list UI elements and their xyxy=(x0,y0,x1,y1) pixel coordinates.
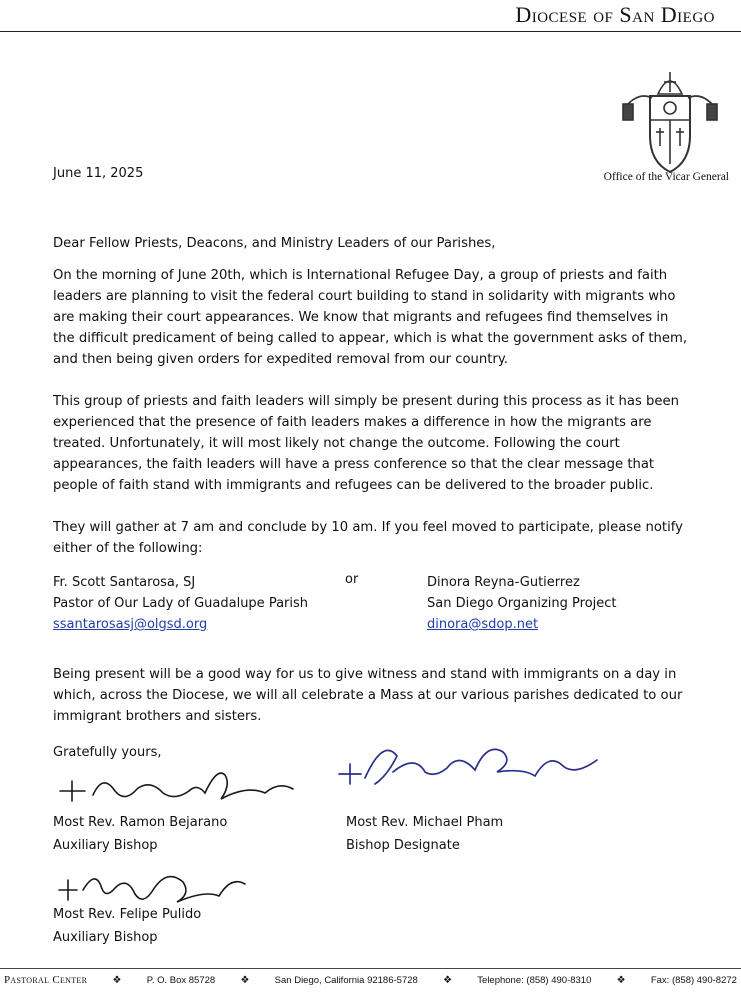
footer-separator: ❖ xyxy=(240,974,250,986)
contact-2-email[interactable]: dinora@sdop.net xyxy=(427,617,539,632)
footer-phone: Telephone: (858) 490-8310 xyxy=(477,974,592,986)
contact-1 xyxy=(53,572,308,635)
signature-bejarano-icon xyxy=(55,755,300,815)
letterhead-rule xyxy=(0,31,741,32)
or-label: or xyxy=(345,572,359,587)
salutation: Dear Fellow Priests, Deacons, and Ministry Leaders of our Parishes, xyxy=(53,236,496,251)
contact-1-name: Fr. Scott Santarosa, SJ xyxy=(53,575,196,590)
office-label: Office of the Vicar General xyxy=(603,171,729,183)
signer-bejarano-name: Most Rev. Ramon Bejarano xyxy=(53,815,228,830)
contact-1-role: Pastor of Our Lady of Guadalupe Parish xyxy=(53,596,309,611)
signer-bejarano xyxy=(53,811,227,857)
footer-separator: ❖ xyxy=(616,974,626,986)
footer-fax: Fax: (858) 490-8272 xyxy=(650,974,737,986)
signer-pulido xyxy=(53,903,201,949)
letter-date: June 11, 2025 xyxy=(53,166,144,181)
signer-pham-name: Most Rev. Michael Pham xyxy=(346,815,504,830)
paragraph-2: This group of priests and faith leaders will simply be present during this process as it has been experienced that the presence of faith leaders makes a difference in how the migrants are treated. Unfortunately, it will most likely not change the outcome. Following the court appearances, the faith leaders will have a press conference so that the clear message that people of faith stand with immigrants and refugees can be delivered to the broader public. xyxy=(53,394,680,493)
footer-city: San Diego, California 92186-5728 xyxy=(274,974,418,986)
contact-2-role: San Diego Organizing Project xyxy=(427,596,617,611)
signer-pulido-name: Most Rev. Felipe Pulido xyxy=(53,907,202,922)
signer-pham-title: Bishop Designate xyxy=(346,838,460,853)
footer xyxy=(4,974,737,986)
contact-2-name: Dinora Reyna-Gutierrez xyxy=(427,575,580,590)
footer-rule xyxy=(0,968,741,969)
signature-pham-icon xyxy=(335,732,605,802)
signer-bejarano-title: Auxiliary Bishop xyxy=(53,838,158,853)
signer-pulido-title: Auxiliary Bishop xyxy=(53,930,158,945)
closing: Gratefully yours, xyxy=(53,745,162,760)
letterhead-title: Diocese of San Diego xyxy=(515,2,715,27)
contact-1-email[interactable]: ssantarosasj@olgsd.org xyxy=(53,617,208,632)
signer-pham xyxy=(346,811,503,857)
footer-separator: ❖ xyxy=(443,974,453,986)
diocese-crest-icon xyxy=(620,64,720,176)
contact-2 xyxy=(427,572,617,635)
paragraph-1: On the morning of June 20th, which is International Refugee Day, a group of priests and faith leaders are planning to visit the federal court building to stand in solidarity with migrants who are making their court appearances. We know that migrants and refugees find themselves in the difficult predicament of being called to appear, which is what the government asks of them, and then being given orders for expedited removal from our country. xyxy=(53,268,688,367)
footer-po-box: P. O. Box 85728 xyxy=(146,974,216,986)
footer-org: Pastoral Center xyxy=(4,974,88,986)
paragraph-3: They will gather at 7 am and conclude by 10 am. If you feel moved to participate, please notify either of the following: xyxy=(53,520,683,556)
closing-paragraph: Being present will be a good way for us to give witness and stand with immigrants on a day in which, across the Diocese, we will all celebrate a Mass at our various parishes dedicated to our immigrant brothers and sisters. xyxy=(53,667,683,724)
footer-separator: ❖ xyxy=(112,974,122,986)
